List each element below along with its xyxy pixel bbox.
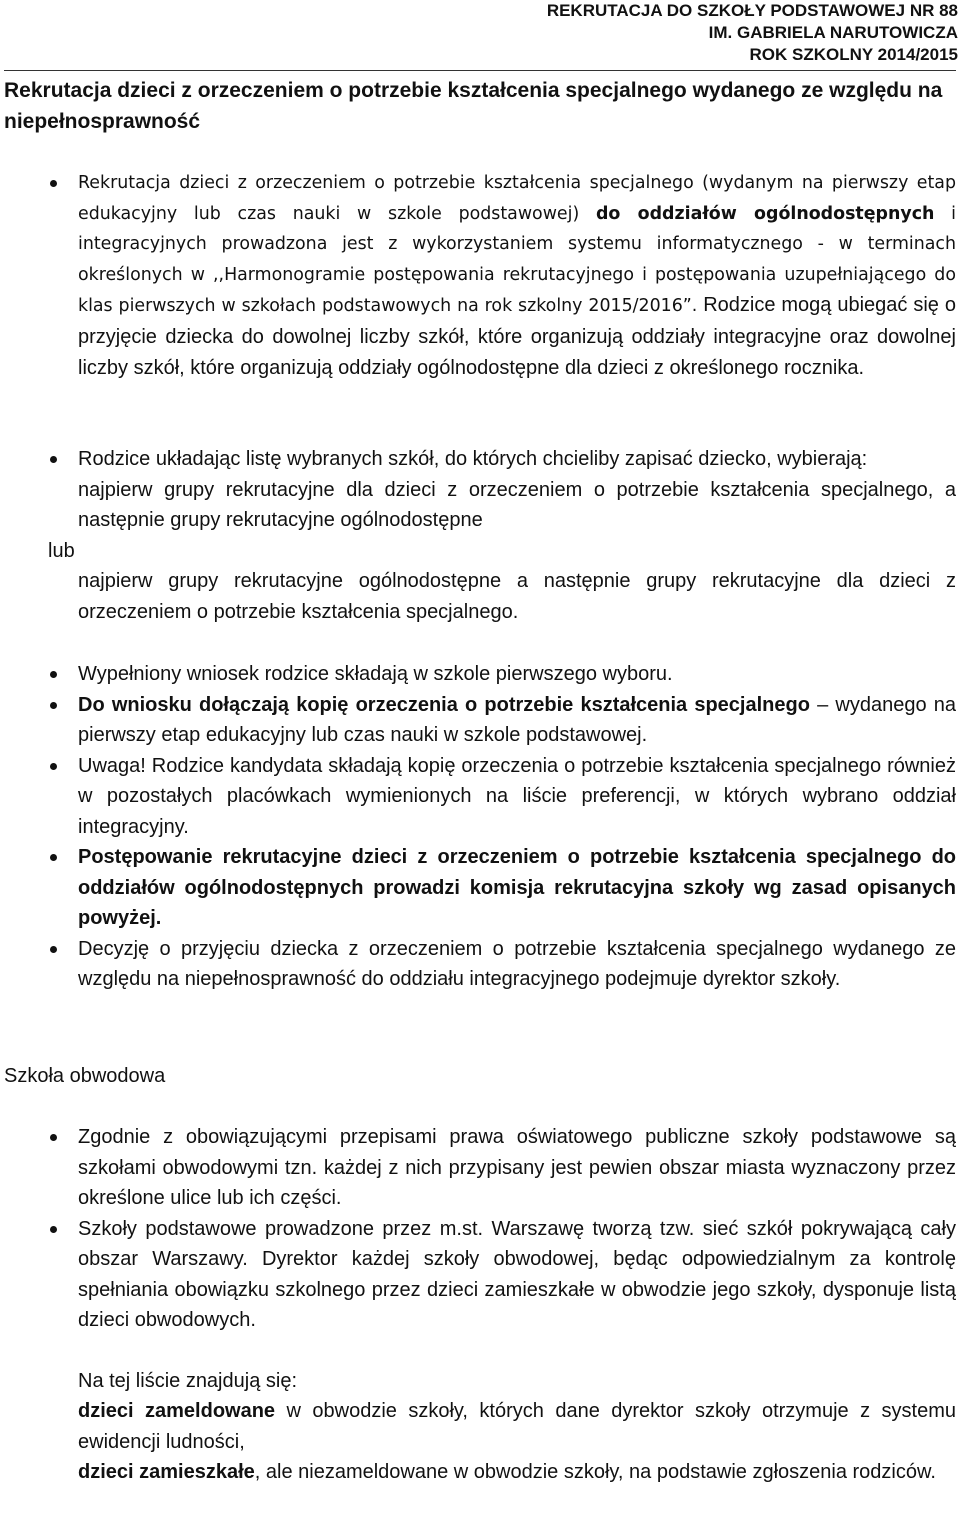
section-district-school: [4, 1122, 956, 1488]
district-list-item: [4, 1457, 956, 1488]
section-title: Rekrutacja dzieci z orzeczeniem o potrzebie kształcenia specjalnego wydanego ze względu na niepełnosprawność: [4, 79, 943, 133]
list-item: [4, 690, 956, 751]
item-text: Zgodnie z obowiązującymi przepisami prawa oświatowego publiczne szkoły podstawowe są szkołami obwodowymi tzn. każdej z nich przypisany jest pewien obszar miasta wyznaczony przez określone ulice lub ich części.: [78, 1126, 956, 1209]
header-line-2: IM. GABRIELA NARUTOWICZA: [708, 23, 958, 42]
item-bold-text: Postępowanie rekrutacyjne dzieci z orzeczeniem o potrzebie kształcenia specjalnego do oddziałów ogólnodostępnych prowadzi komisja rekrutacyjna szkoły wg zasad opisanych powyżej.: [78, 846, 956, 929]
item-text: – wydanego na pierwszy etap edukacyjny lub czas nauki w szkole podstawowej.: [78, 693, 956, 746]
list-item: [4, 1122, 956, 1214]
or-label: lub: [48, 539, 75, 562]
district-list-item: [4, 1396, 956, 1457]
item-text: i integracyjnych prowadzona jest z wykorzystaniem systemu informatycznego - w terminach określonych w ,,Harmonogramie postępowania rekrutacyjnego i postępowania uzupełniającego do klas pierwszych w szkołach podstawowych na rok szkolny 2015/2016”.: [78, 203, 956, 316]
section-more: [4, 659, 956, 995]
list-item: [4, 444, 956, 475]
item-bold-text: Do wniosku dołączają kopię orzeczenia o potrzebie kształcenia specjalnego: [78, 693, 810, 716]
header-divider: [4, 70, 956, 71]
header-line-3: ROK SZKOLNY 2014/2015: [749, 45, 958, 64]
section-heading: Szkoła obwodowa: [4, 1065, 166, 1087]
item-text: Wypełniony wniosek rodzice składają w szkole pierwszego wyboru.: [78, 663, 673, 685]
bullet-list: [4, 168, 956, 385]
item-bold-text: dzieci zamieszkałe: [78, 1461, 255, 1483]
list-item: [4, 1214, 956, 1336]
item-bold-text: do oddziałów ogólnodostępnych: [595, 203, 935, 224]
header-line-1: REKRUTACJA DO SZKOŁY PODSTAWOWEJ NR 88: [546, 1, 958, 20]
spacer: [4, 1336, 956, 1366]
list-item: [4, 842, 956, 934]
item-text: , ale niezameldowane w obwodzie szkoły, na podstawie zgłoszenia rodziców.: [254, 1461, 936, 1483]
section-special-needs: [4, 168, 956, 385]
item-text: Rekrutacja dzieci z orzeczeniem o potrzebie kształcenia specjalnego (wydanym na pierwszy etap edukacyjny lub czas nauki w szkole podstawowej): [78, 173, 956, 224]
item-text: Rodzice układając listę wybranych szkół, do których chcieliby zapisać dziecko, wybierają:: [78, 448, 868, 470]
section-choices: [4, 444, 956, 627]
item-text: Decyzję o przyjęciu dziecka z orzeczeniem o potrzebie kształcenia specjalnego wydanego ze względu na niepełnosprawność do oddziału integracyjnego podejmuje dyrektor szkoły.: [78, 937, 956, 990]
option-two: najpierw grupy rekrutacyjne ogólnodostępne a następnie grupy rekrutacyjne dla dzieci z orzeczeniem o potrzebie kształcenia specjalnego.: [78, 570, 956, 623]
bullet-list: [4, 659, 956, 995]
list-item: [4, 934, 956, 995]
item-text: Rodzice mogą ubiegać się o przyjęcie dziecka do dowolnej liczby szkół, które organizują oddziały integracyjne oraz dowolnej liczby szkół, które organizują oddziały ogólnodostępne dla dzieci z określonego rocznika.: [78, 294, 956, 379]
item-text: Uwaga! Rodzice kandydata składają kopię orzeczenia o potrzebie kształcenia specjalnego również w pozostałych placówkach wymienionych na liście preferencji, w których wybrano oddział integracyjny.: [78, 754, 956, 838]
bullet-list: [4, 1122, 956, 1336]
list-intro: Na tej liście znajdują się:: [78, 1369, 297, 1392]
list-item: [4, 168, 956, 385]
option-one: najpierw grupy rekrutacyjne dla dzieci z orzeczeniem o potrzebie kształcenia specjalnego, a następnie grupy rekrutacyjne ogólnodostępne: [78, 478, 956, 531]
bullet-list: [4, 444, 956, 475]
item-bold-text: dzieci zameldowane: [78, 1400, 276, 1422]
item-text: Szkoły podstawowe prowadzone przez m.st. Warszawę tworzą tzw. sieć szkół pokrywającą cały obszar Warszawy. Dyrektor każdej szkoły obwodowej, będąc odpowiedzialnym za kontrolę spełniania obowiązku szkolnego przez dzieci zamieszkałe w obwodzie jego szkoły, dysponuje listą dzieci obwodowych.: [78, 1217, 956, 1331]
list-item: [4, 751, 956, 843]
item-text: w obwodzie szkoły, których dane dyrektor szkoły otrzymuje z systemu ewidencji ludności,: [78, 1400, 956, 1453]
document-header: [547, 0, 958, 66]
list-item: [4, 659, 956, 690]
